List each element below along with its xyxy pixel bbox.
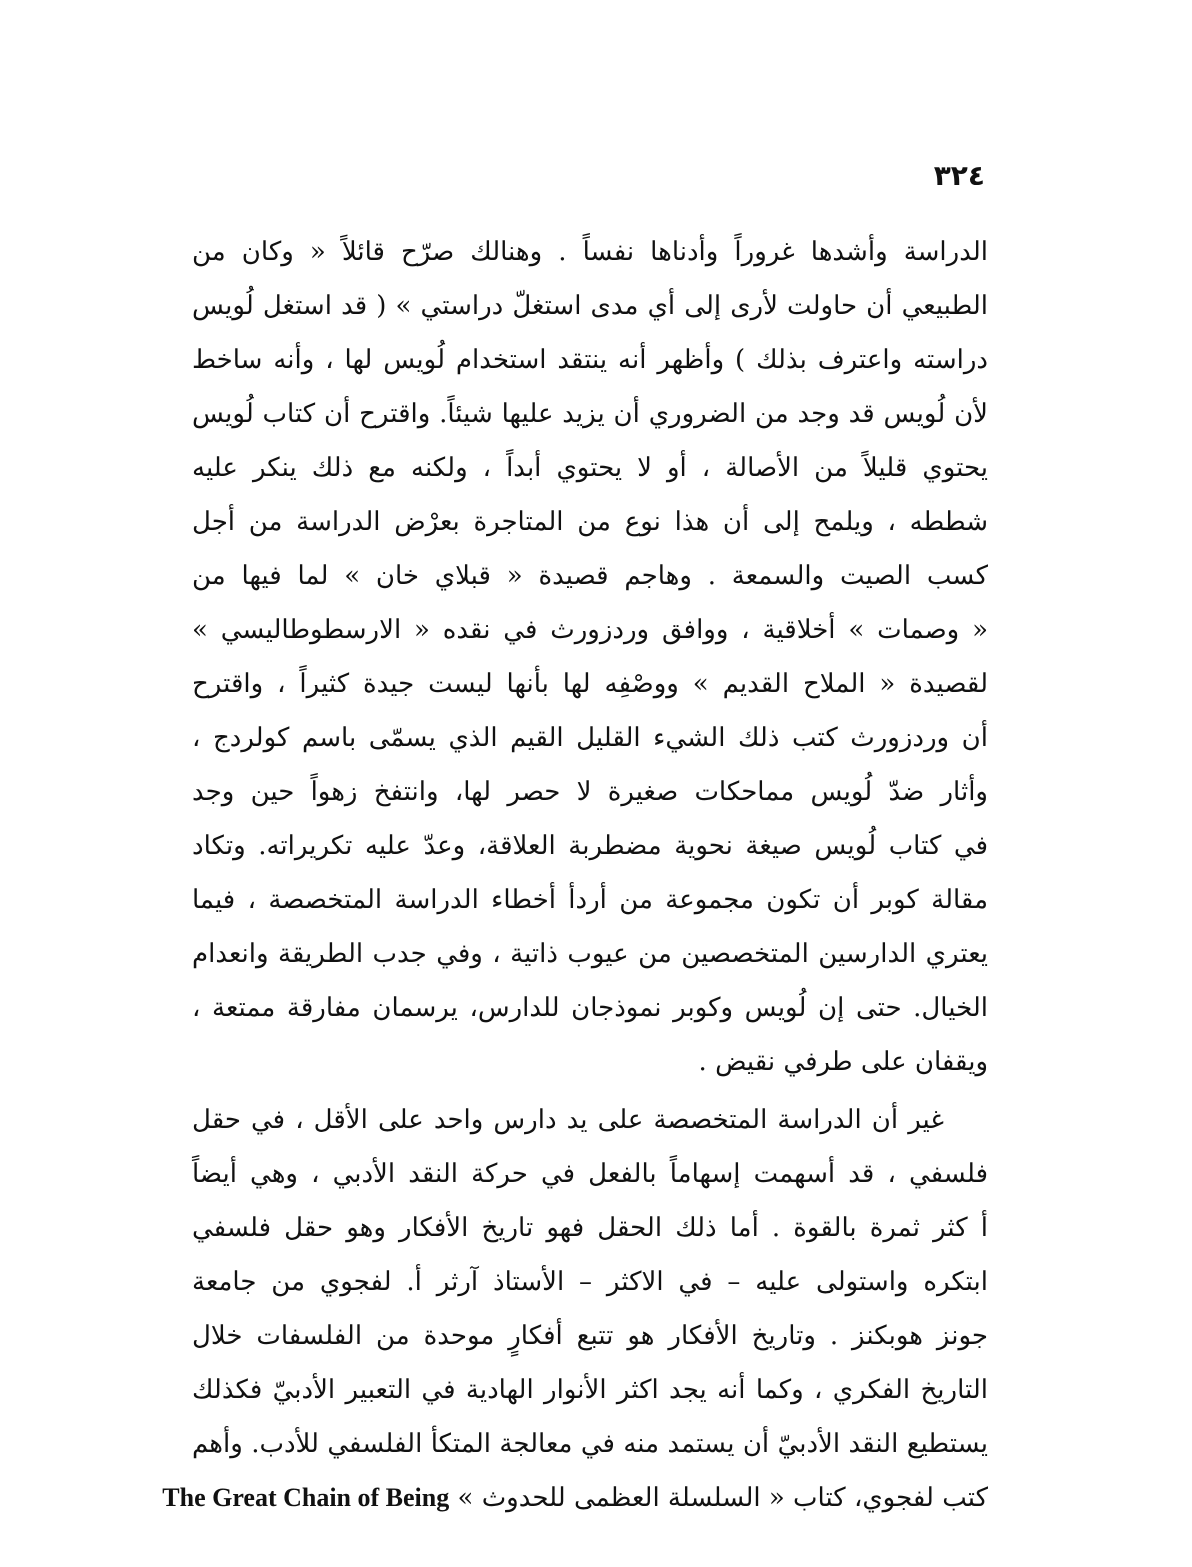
text-line: أن وردزورث كتب ذلك الشيء القليل القيم الذي يسمّى باسم كولردج ، bbox=[192, 723, 988, 753]
final-line-arabic: كتب لفجوي، كتاب « السلسلة العظمى للحدوث » bbox=[457, 1483, 988, 1513]
text-line: في كتاب لُويس صيغة نحوية مضطربة العلاقة، وعدّ عليه تكريراته. وتكاد bbox=[192, 831, 988, 861]
text-line: لقصيدة « الملاح القديم » ووصْفِه لها بأنها ليست جيدة كثيراً ، واقترح bbox=[192, 669, 988, 699]
page-number: ٣٢٤ bbox=[933, 159, 985, 192]
text-line: كسب الصيت والسمعة . وهاجم قصيدة « قبلاي خان » لما فيها من bbox=[192, 561, 988, 591]
text-line-with-english-title bbox=[162, 1471, 988, 1525]
text-line: فلسفي ، قد أسهمت إسهاماً بالفعل في حركة النقد الأدبي ، وهي أيضاً bbox=[192, 1159, 988, 1189]
paragraph-2 bbox=[162, 1093, 988, 1525]
text-line: وأثار ضدّ لُويس مماحكات صغيرة لا حصر لها، وانتفخ زهواً حين وجد bbox=[192, 777, 988, 807]
text-line: لأن لُويس قد وجد من الضروري أن يزيد عليها شيئاً. واقترح أن كتاب لُويس bbox=[192, 399, 988, 429]
text-line: جونز هوبكنز . وتاريخ الأفكار هو تتبع أفكارٍ موحدة من الفلسفات خلال bbox=[192, 1321, 988, 1351]
text-line-indented: غير أن الدراسة المتخصصة على يد دارس واحد على الأقل ، في حقل bbox=[192, 1105, 944, 1135]
text-line-last: ويقفان على طرفي نقيض . bbox=[698, 1047, 988, 1077]
text-line: يحتوي قليلاً من الأصالة ، أو لا يحتوي أبداً ، ولكنه مع ذلك ينكر عليه bbox=[192, 453, 988, 483]
text-line: يعتري الدارسين المتخصصين من عيوب ذاتية ، وفي جدب الطريقة وانعدام bbox=[192, 939, 988, 969]
text-line: يستطيع النقد الأدبيّ أن يستمد منه في معالجة المتكأ الفلسفي للأدب. وأهم bbox=[192, 1429, 988, 1459]
text-line: الدراسة وأشدها غروراً وأدناها نفساً . وهنالك صرّح قائلاً « وكان من bbox=[192, 237, 988, 267]
text-line: شططه ، ويلمح إلى أن هذا نوع من المتاجرة بعرْض الدراسة من أجل bbox=[192, 507, 988, 537]
text-line: « وصمات » أخلاقية ، ووافق وردزورث في نقده « الارسطوطاليسي » bbox=[192, 615, 988, 645]
text-line: الخيال. حتى إن لُويس وكوبر نموذجان للدارس، يرسمان مفارقة ممتعة ، bbox=[192, 993, 988, 1023]
text-line: الطبيعي أن حاولت لأرى إلى أي مدى استغلّ دراستي » ( قد استغل لُويس bbox=[192, 291, 988, 321]
book-title-english: The Great Chain of Being bbox=[162, 1483, 450, 1512]
text-line: ابتكره واستولى عليه – في الاكثر – الأستاذ آرثر أ. لفجوي من جامعة bbox=[192, 1267, 988, 1297]
text-line: أ كثر ثمرة بالقوة . أما ذلك الحقل فهو تاريخ الأفكار وهو حقل فلسفي bbox=[192, 1213, 988, 1243]
text-line: مقالة كوبر أن تكون مجموعة من أردأ أخطاء الدراسة المتخصصة ، فيما bbox=[192, 885, 988, 915]
body-text bbox=[162, 225, 988, 1525]
text-line: التاريخ الفكري ، وكما أنه يجد اكثر الأنوار الهادية في التعبير الأدبيّ فكذلك bbox=[192, 1375, 988, 1405]
text-line: دراسته واعترف بذلك ) وأظهر أنه ينتقد استخدام لُويس لها ، وأنه ساخط bbox=[192, 345, 988, 375]
paragraph-1 bbox=[192, 225, 988, 1089]
